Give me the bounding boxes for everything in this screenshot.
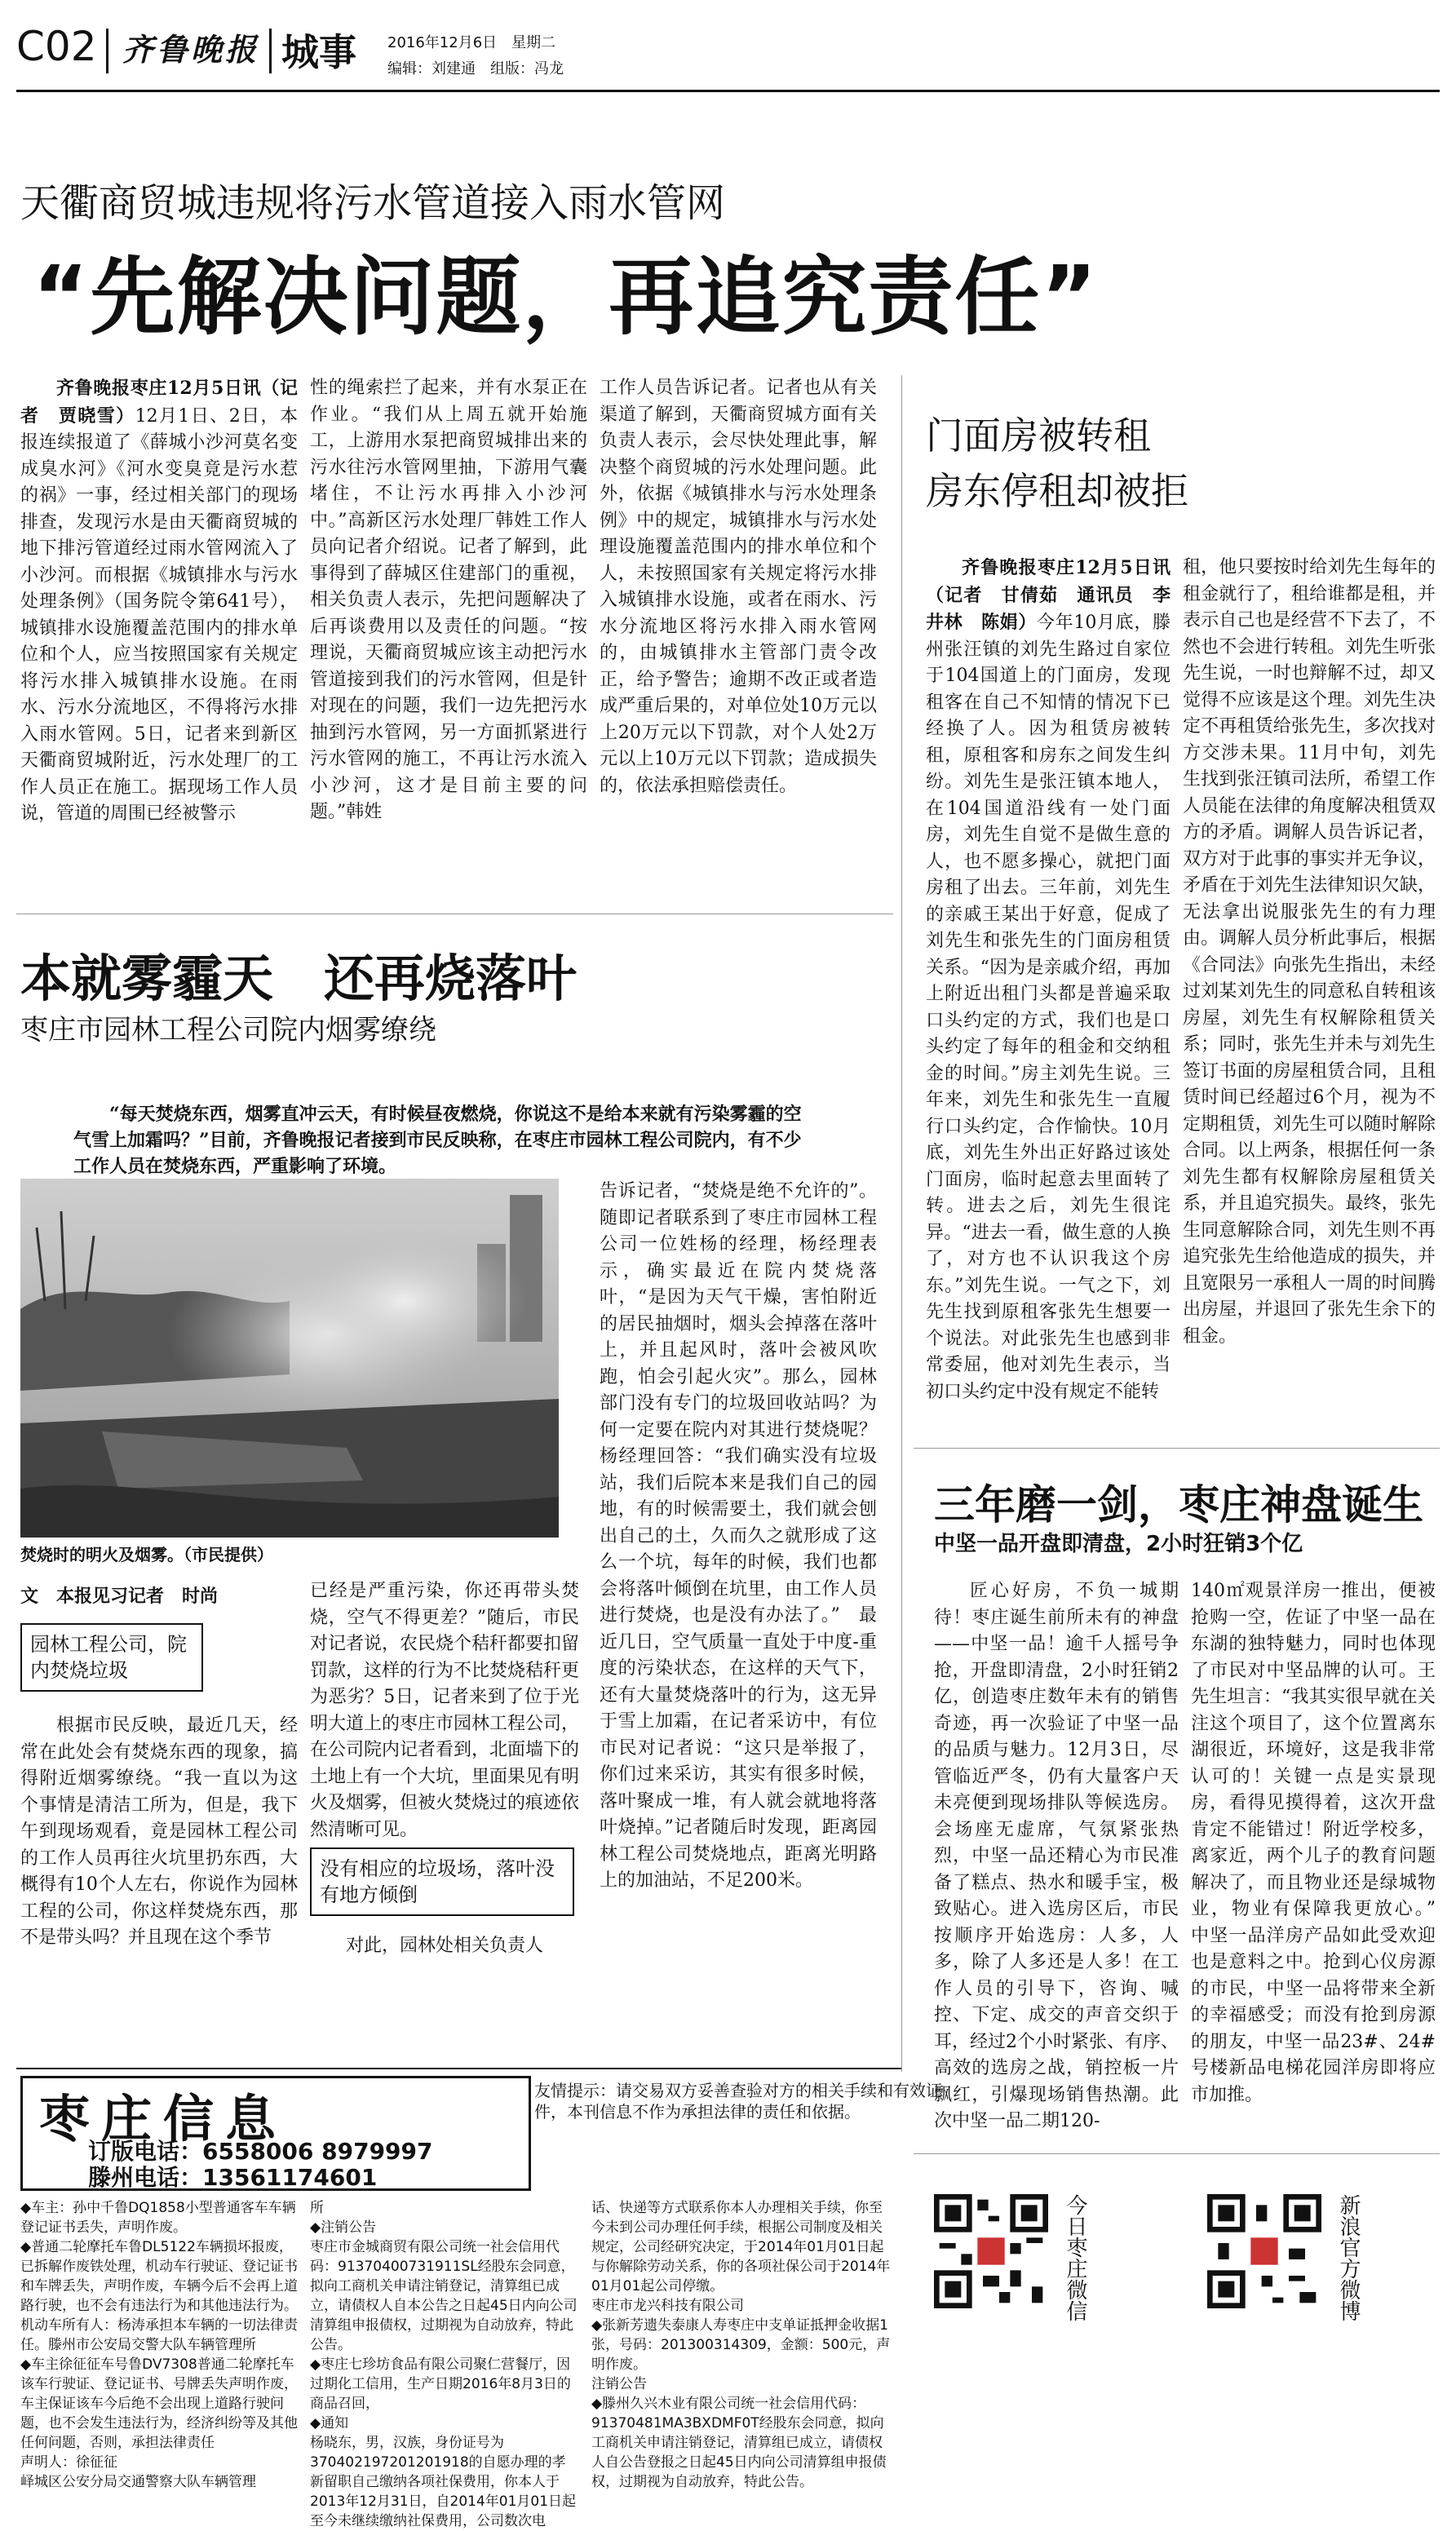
editor-credit: 编辑：刘建通 组版：冯龙 <box>387 60 564 77</box>
ad-entry: 峄城区公安分局交通警察大队车辆管理 <box>20 2474 256 2490</box>
ad-entry: ◆滕州久兴木业有限公司统一社会信用代码：91370481MA3BXDMF0T经股东会同意，拟向工商机关申请注销登记，清算组已成立，请债权人自公告登报之日起45日内向公司清算组申报债权，过期视为自动放弃，特此公告。 <box>591 2396 887 2490</box>
weibo-qr-code <box>1207 2194 1321 2308</box>
ad-rule <box>16 2068 901 2069</box>
article3-title <box>926 408 1350 519</box>
article2-lead: “每天焚烧东西，烟雾直冲云天，有时候昼夜燃烧，你说这不是给本来就有污染雾霾的空气雪上加霜吗？”目前，齐鲁晚报记者接到市民反映称，在枣庄市园林工程公司院内，有不少工作人员在焚烧东西，严重影响了环境。 <box>73 1104 802 1177</box>
ad-entry: ◆车主徐征征车号鲁DV7308普通二轮摩托车该车行驶证、登记证书、号牌丢失声明作废，车主保证该车今后绝不会出现上道路行驶问题，也不会发生违法行为，经济纠纷等及其他任何问题，否则，承担法律责任 <box>20 2356 298 2451</box>
divider <box>269 29 272 73</box>
subhead-box: 没有相应的垃圾场，落叶没有地方倾倒 <box>310 1847 574 1916</box>
ad-entry: ◆枣庄七珍坊食品有限公司聚仁营餐厅，因过期化工信用，生产日期2016年8月3日的商品召回， <box>310 2356 571 2412</box>
ad-entry: ◆张新芳遗失泰康人寿枣庄中支单证抵押金收据1张，号码：201300314309，金额：500元，声明作废。 <box>591 2317 891 2373</box>
ad-entry: 枣庄市龙兴科技有限公司 <box>591 2298 744 2314</box>
page-number: C02 <box>16 23 97 70</box>
ad-col2 <box>310 2198 579 2529</box>
weibo-qr-label: 新浪官方微博 <box>1336 2194 1361 2321</box>
ad-entry: 杨晓东，男，汉族，身份证号为370402197201201918的自愿办理的孝新留职自己缴纳各项社保费用，你本人于2013年12月31日，自2014年01月01日起至今未继续缴纳社保费用，公司数次电 <box>310 2435 577 2529</box>
ad-phone-2: 滕州电话：13561174601 <box>88 2164 378 2191</box>
article2-subtitle: 枣庄市园林工程公司院内烟雾缭绕 <box>20 1014 436 1046</box>
article3-title-line2: 房东停租却被拒 <box>926 469 1188 513</box>
article2-text-2: 已经是严重污染，你还再带头焚烧，空气不得更差？”随后，市民对记者说，农民烧个秸秆都要扣留罚款，这样的行为不比焚烧秸秆更为恶劣？5日，记者来到了位于光明大道上的枣庄市园林工程公司，在公司院内记者看到，北面墙下的土地上有一个大坑，里面果见有明火及烟雾，但被火焚烧过的痕迹依然清晰可见。 <box>310 1581 580 1840</box>
ad-entry: 枣庄市金城商贸有限公司统一社会信用代码：91370400731911SL经股东会同意，拟向工商机关申请注销登记，清算组已成立，请债权人自本公告之日起45日内向公司清算组申报债权，过期视为自动放弃，特此公告。 <box>310 2239 578 2353</box>
ad-entry: 话、快递等方式联系你本人办理相关手续，你至今未到公司办理任何手续，根据公司制度及相关规定，公司经研究决定，于2014年01月01日起与你解除劳动关系，你的各项社保公司于2014年01月01起公司停缴。 <box>591 2200 891 2294</box>
article1-kicker: 天衢商贸城违规将污水管道接入雨水管网 <box>20 180 726 226</box>
article2-text-2b: 对此，园林处相关负责人 <box>346 1936 544 1956</box>
article4-text-2: 140㎡观景洋房一推出，便被抢购一空，佐证了中坚一品在东湖的独特魅力，同时也体现了市民对中坚品牌的认可。王先生坦言：“我其实很早就在关注这个项目了，这个位置离东湖很近，环境好，这是我非常认可的！关键一点是实景现房，看得见摸得着，这次开盘肯定不能错过！附近学校多，离家近，两个儿子的教育问题解决了，而且物业还是绿城物业，物业有保障我更放心。” 中坚一品洋房产品如此受欢迎也是意料之中。抢到心仪房源的市民，中坚一品将带来全新的幸福感受；而没有抢到房源的朋友，中坚一品23#、24#号楼新品电梯花园洋房即将应市加推。 <box>1191 1581 1454 2105</box>
subhead-box: 园林工程公司，院内焚烧垃圾 <box>20 1623 203 1692</box>
section-rule <box>914 1448 1440 1449</box>
article3-byline: 齐鲁晚报枣庄12月5日讯（记者 甘倩茹 通讯员 李井林 陈娟） <box>926 557 1171 633</box>
article2-col1 <box>20 1713 298 2072</box>
section-rule <box>914 2153 1440 2154</box>
article2-text-1: 根据市民反映，最近几天，经常在此处会有焚烧东西的现象，搞得附近烟雾缭绕。“我一直以为这个事情是清洁工所为，但是，我下午到现场观看，竟是园林工程公司的工作人员再往火坑里扔东西，大概得有10个人左右，你说作为园林工程的公司，你这样焚烧东西，那不是带头吗？并且现在这个季节 <box>20 1715 298 1948</box>
ad-notice: 友情提示：请交易双方妥善查验对方的相关手续和有效证件，本刊信息不作为承担法律的责任和依据。 <box>534 2081 942 2122</box>
article2-byline: 文 本报见习记者 时尚 <box>20 1586 219 1607</box>
ad-entry: 注销公告 <box>591 2376 647 2392</box>
ad-phone-1: 订版电话：6558006 8979997 <box>88 2138 433 2165</box>
photo-caption: 焚烧时的明火及烟雾。（市民提供） <box>20 1545 273 1564</box>
divider <box>106 29 108 73</box>
issue-date: 2016年12月6日 星期二 <box>387 34 556 51</box>
article1-col2 <box>310 375 587 897</box>
article1-text-2: 性的绳索拦了起来，并有水泵正在作业。“我们从上周五就开始施工，上游用水泵把商贸城排出来的污水往污水管网里抽，下游用气囊堵住，不让污水再排入小沙河中。”高新区污水处理厂韩姓工作人员向记者介绍说。记者了解到，此事得到了薛城区住建部门的重视，相关负责人表示，先把问题解决了后再谈费用以及责任的问题。“按理说，天衢商贸城应该主动把污水管道接到我们的污水管网，但是针对现在的问题，我们一边先把污水抽到污水管网，另一方面抓紧进行污水管网的施工，不再让污水流入小沙河，这才是目前主要的问题。”韩姓 <box>310 378 587 822</box>
ad-entry: ◆车主：孙中千鲁DQ1858小型普通客车车辆登记证书丢失，声明作废。 <box>20 2200 296 2236</box>
article2-col2 <box>310 1578 580 1840</box>
section-name: 城事 <box>281 30 356 74</box>
ad-banner <box>20 2076 531 2191</box>
article2-text-3: 告诉记者，“焚烧是绝不允许的”。随即记者联系到了枣庄市园林工程公司一位姓杨的经理，杨经理表示，确实最近在院内焚烧落叶，“是因为天气干燥，害怕附近的居民抽烟时，烟头会掉落在落叶上，并且起风时，落叶会被风吹跑，怕会引起火灾”。那么，园林部门没有专门的垃圾回收站吗？为何一定要在院内对其进行焚烧呢？杨经理回答：“我们确实没有垃圾站，我们后院本来是我们自己的园地，有的时候需要土，我们就会刨出自己的土，久而久之就形成了这么一个坑，每年的时候，我们也都会将落叶倾倒在坑里，由工作人员进行焚烧，也是没有办法了。” 最近几日，空气质量一直处于中度-重度的污染状态，在这样的天气下，还有大量焚烧落叶的行为，这无异于雪上加霜，在记者采访中，有位市民对记者说：“这只是举报了，你们过来采访，其实有很多时候，落叶聚成一堆，有人就会就地将落叶烧掉。”记者随后时发现，距离园林工程公司焚烧地点，距离光明路上的加油站，不足200米。 <box>600 1181 877 1891</box>
article3-col1 <box>926 555 1171 1427</box>
ad-entry: 声明人：徐征征 <box>20 2454 117 2471</box>
article2-title: 本就雾霾天 还再烧落叶 <box>20 949 578 1008</box>
article4-subtitle: 中坚一品开盘即清盘，2小时狂销3个亿 <box>934 1532 1303 1556</box>
article2-col3 <box>600 1179 877 1994</box>
article3-text-2: 租，他只要按时给刘先生每年的租金就行了，租给谁都是租，并表示自己也是经营不下去了，不然也不会进行转租。刘先生听张先生说，一时也辩解不过，却又觉得不应该是这个理。刘先生决定不再租赁给张先生，多次找对方交涉未果。11月中旬，刘先生找到张汪镇司法所，希望工作人员能在法律的角度解决租赁双方的矛盾。调解人员告诉记者，双方对于此事的事实并无争议，矛盾在于刘先生法律知识欠缺，无法拿出说服张先生的有力理由。调解人员分析此事后，根据《合同法》向张先生指出，未经过刘某刘先生的同意私自转租该房屋，刘先生有权解除租赁关系；同时，张先生并未与刘先生签订书面的房屋租赁合同，且租赁时间已经超过6个月，视为不定期租赁，刘先生可以随时解除合同。以上两条，根据任何一条刘先生都有权解除房屋租赁关系，并且追究损失。最终，张先生同意解除合同，刘先生则不再追究张先生给他造成的损失，并且宽限另一承租人一周的时间腾出房屋，并退回了张先生余下的租金。 <box>1183 557 1436 1347</box>
wechat-qr-code <box>934 2194 1048 2308</box>
ad-entry: ◆注销公告 <box>310 2219 377 2236</box>
ad-col3 <box>591 2198 893 2492</box>
wechat-qr-label: 今日枣庄微信 <box>1063 2194 1087 2321</box>
ad-title: 枣庄信息 <box>39 2089 288 2148</box>
article4-text-1: 匠心好房，不负一城期待！枣庄诞生前所未有的神盘——中坚一品！逾千人摇号争抢，开盘即清盘，2小时狂销2亿，创造枣庄数年未有的销售奇迹，再一次验证了中坚一品的品质与魅力。12月3日，尽管临近严冬，仍有大量客户天未亮便到现场排队等候选房。会场座无虚席，气氛紧张热烈，中坚一品还精心为市民准备了糕点、热水和暖手宝，极致贴心。进入选房区后，市民按顺序开始选房：人多，人多，除了人多还是人多！在工作人员的引导下，咨询、喊控、下定、成交的声音交织于耳，经过2个小时紧张、有序、高效的选房之战，销控板一片飘红，引爆现场销售热潮。此次中坚一品二期120- <box>934 1581 1179 2131</box>
article3-text-1: 今年10月底，滕州张汪镇的刘先生路过自家位于104国道上的门面房，发现租客在自己不知情的情况下已经换了人。因为租赁房被转租，原租客和房东之间发生纠纷。刘先生是张汪镇本地人，在104国道沿线有一处门面房，刘先生自觉不是做生意的人，也不愿多操心，就把门面房租了出去。三年前，刘先生的亲戚王某出于好意，促成了刘先生和张先生的门面房租赁关系。“因为是亲戚介绍，再加上附近出租门头都是普遍采取口头约定的方式，我们也是口头约定了每年的租金和交纳租金的时间。”房主刘先生说。三年来，刘先生和张先生一直履行口头约定，合作愉快。10月底，刘先生外出正好路过该处门面房，临时起意去里面转了转。进去之后，刘先生很诧异。“进去一看，做生意的人换了，对方也不认识我这个房东。”刘先生说。一气之下，刘先生找到原租客张先生想要一个说法。对此张先生也感到非常委屈，他对刘先生表示，当初口头约定中没有规定不能转 <box>926 613 1171 1402</box>
article1-col3 <box>600 375 877 897</box>
ad-entry: ◆通知 <box>310 2415 349 2431</box>
ad-col1 <box>20 2198 298 2492</box>
article1-byline: 齐鲁晚报枣庄12月5日讯（记者 贾晓雪） <box>20 378 298 427</box>
burning-photo <box>20 1179 559 1538</box>
article3-title-line1: 门面房被转租 <box>926 414 1151 458</box>
column-divider <box>901 375 902 2072</box>
article1-col1 <box>20 375 298 897</box>
header-rule <box>16 90 1440 92</box>
article1-headline: “先解决问题，再追究责任” <box>33 247 1099 347</box>
article4-col2 <box>1191 1578 1454 2105</box>
ad-entry: ◆普通二轮摩托车鲁DL5122车辆损坏报废，已拆解作废铁处理，机动车行驶证、登记证书和车牌丢失，声明作废，车辆今后不会再上道路行驶，也不会有违法行为和其他违法行为。机动车所有人：杨涛承担本车辆的一切法律责任。滕州市公安局交警大队车辆管理所 <box>20 2239 298 2353</box>
article1-text-3: 工作人员告诉记者。记者也从有关渠道了解到，天衢商贸城方面有关负责人表示，会尽快处理此事，解决整个商贸城的污水处理问题。此外，依据《城镇排水与污水处理条例》中的规定，城镇排水与污水处理设施覆盖范围内的排水单位和个人，未按照国家有关规定将污水排入城镇排水设施，或者在雨水、污水分流地区将污水排入雨水管网的，由城镇排水主管部门责令改正，给予警告；逾期不改正或者造成严重后果的，对单位处10万元以上20万元以下罚款，对个人处2万元以上10万元以下罚款；造成损失的，依法承担赔偿责任。 <box>600 378 877 796</box>
article4-title: 三年磨一剑，枣庄神盘诞生 <box>934 1481 1423 1529</box>
newspaper-name: 齐鲁晚报 <box>122 31 260 68</box>
article3-col2 <box>1183 555 1436 1427</box>
article4-col1 <box>934 1578 1179 2131</box>
article2-col2b <box>310 1933 579 1966</box>
article1-text-1: 12月1日、2日，本报连续报道了《薛城小沙河莫名变成臭水河》《河水变臭竟是污水惹的祸》一事，经过相关部门的现场排查，发现污水是由天衢商贸城的地下排污管道经过雨水管网流入了小沙河。而根据《城镇排水与污水处理条例》（国务院令第641号），城镇排水设施覆盖范围内的排水单位和个人，应当按照国家有关规定将污水排入城镇排水设施。在雨水、污水分流地区，不得将污水排入雨水管网。5日，记者来到新区天衢商贸城附近，污水处理厂的工作人员正在施工。据现场工作人员说，管道的周围已经被警示 <box>20 405 298 824</box>
ad-entry: 所 <box>310 2200 324 2216</box>
